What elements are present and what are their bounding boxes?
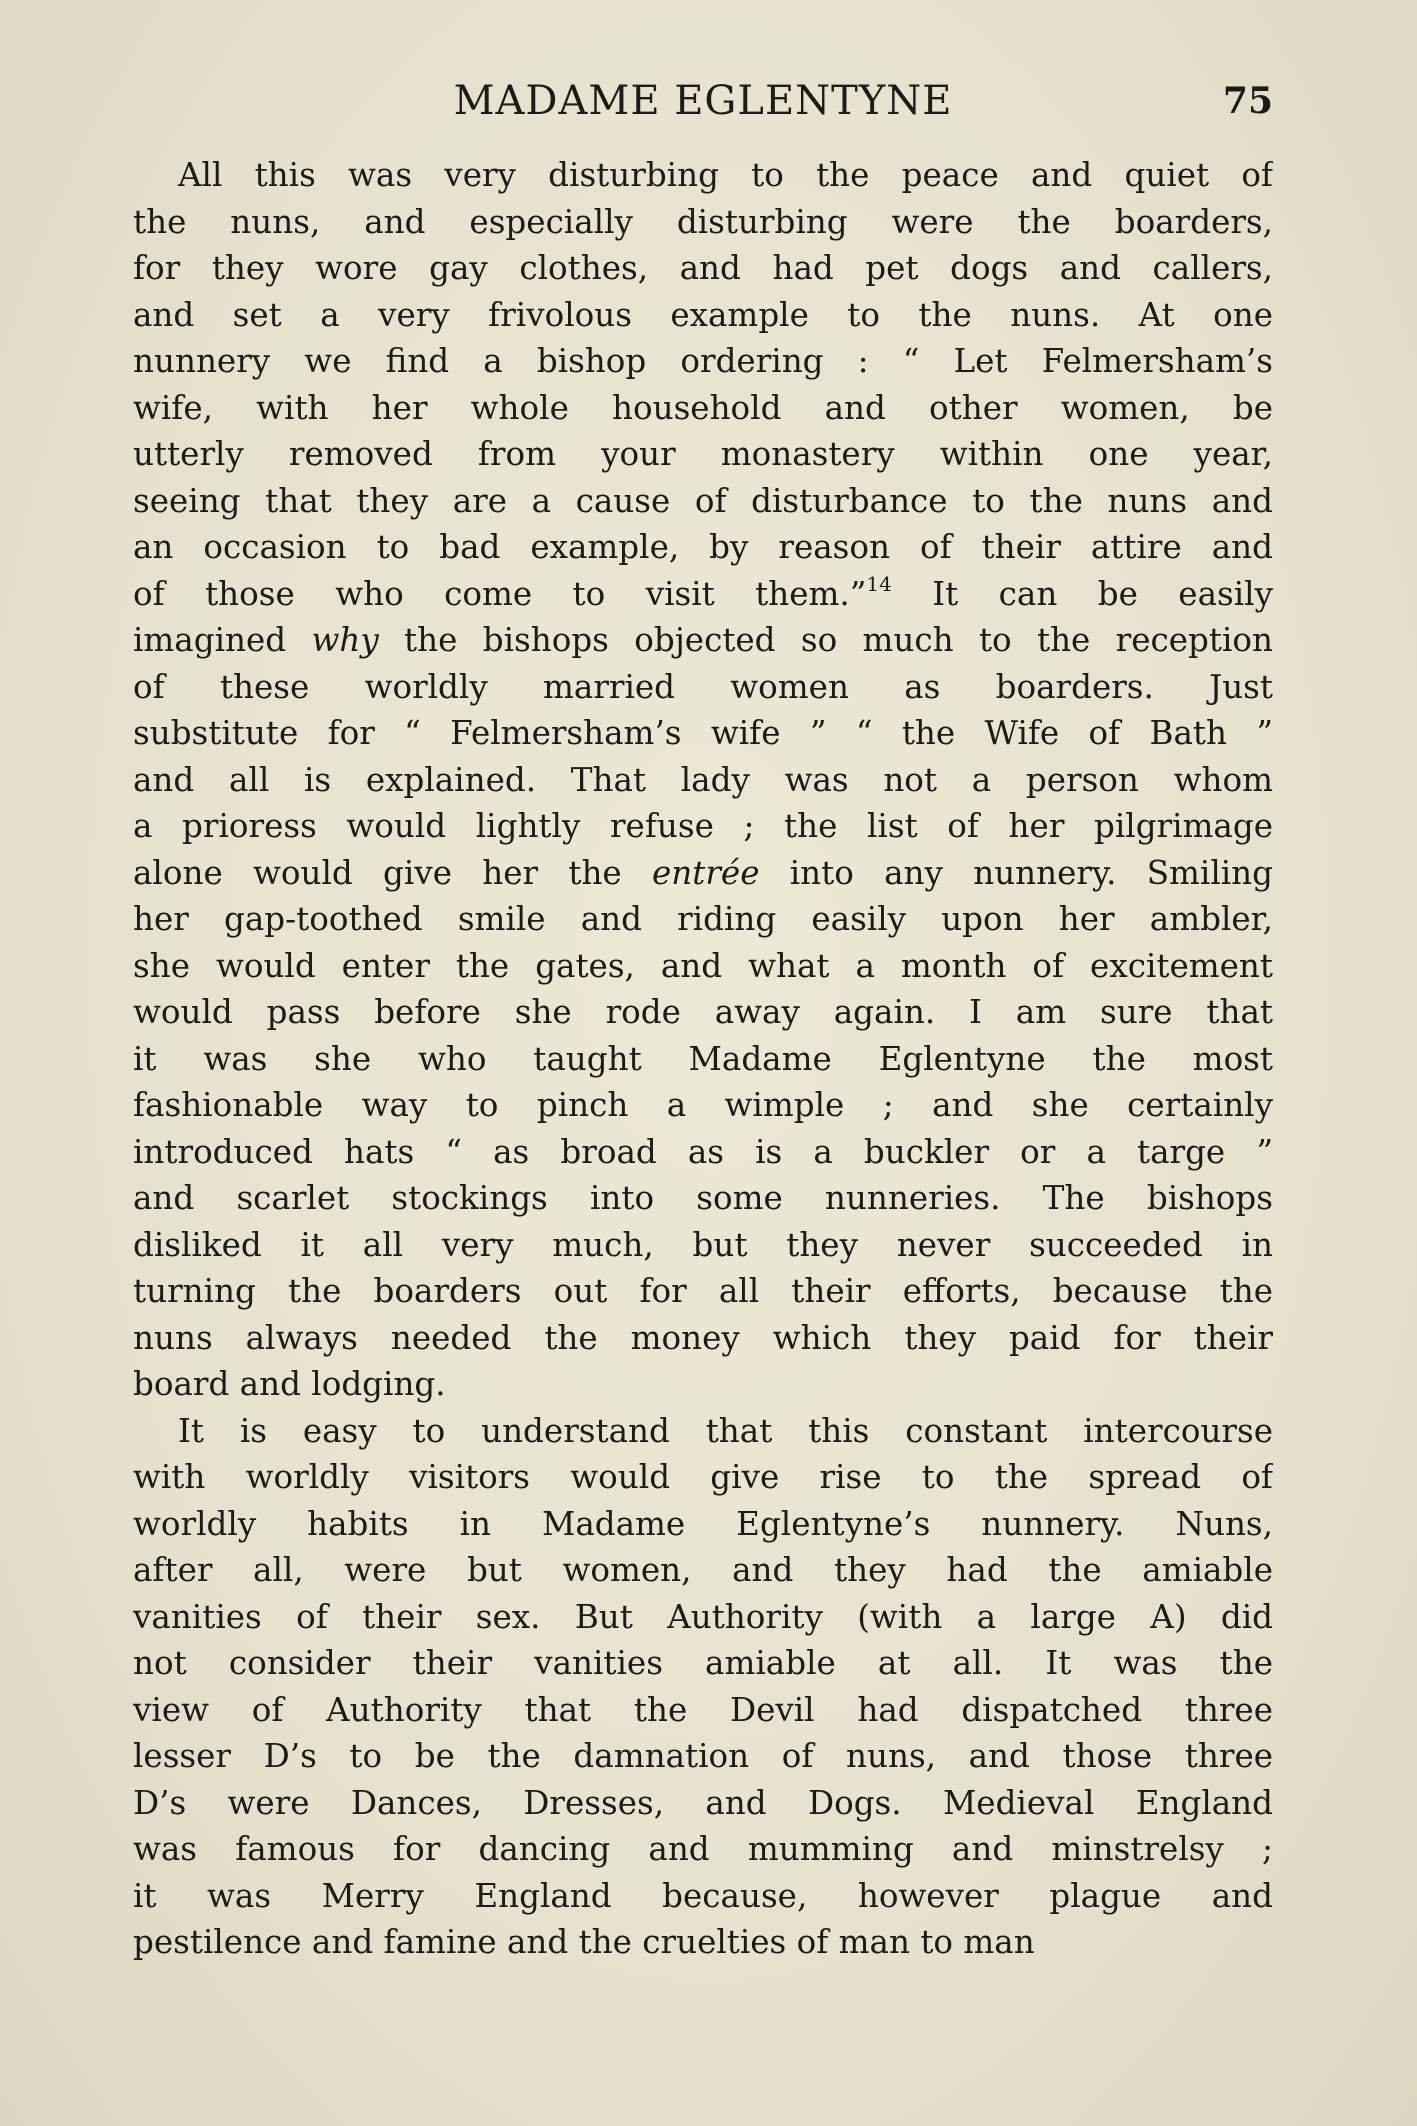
text-line: introduced hats “ as broad as is a buckler or a targe ” (133, 1132, 1273, 1171)
text-line: lesser D’s to be the damnation of nuns, and those three (133, 1737, 1273, 1775)
body-text (133, 152, 1273, 1966)
text-line: worldly habits in Madame Eglentyne’s nunnery. Nuns, (133, 1504, 1273, 1543)
text-line: her gap-toothed smile and riding easily upon her ambler, (133, 900, 1273, 938)
text-line: substitute for “ Felmersham’s wife ” “ the Wife of Bath ” (133, 714, 1273, 752)
text-line: fashionable way to pinch a wimple ; and she certainly (133, 1086, 1273, 1124)
text-line: pestilence and famine and the cruelties of man to man (133, 1923, 1035, 1961)
text-line: turning the boarders out for all their efforts, because the (133, 1272, 1273, 1310)
text-line: seeing that they are a cause of disturbance to the nuns and (133, 481, 1273, 520)
text-line: It is easy to understand that this constant intercourse (178, 1411, 1273, 1450)
text-line: wife, with her whole household and other women, be (133, 388, 1273, 427)
text-line: the nuns, and especially disturbing were the boarders, (133, 202, 1273, 241)
text-line: for they wore gay clothes, and had pet dogs and callers, (133, 249, 1273, 287)
text-line: disliked it all very much, but they never succeeded in (133, 1225, 1273, 1264)
text-line: vanities of their sex. But Authority (with a large A) did (133, 1597, 1273, 1636)
text-line: of these worldly married women as boarders. Just (133, 667, 1273, 706)
paragraph (133, 152, 1273, 1408)
text-line: after all, were but women, and they had the amiable (133, 1551, 1273, 1589)
text-line: board and lodging. (133, 1365, 446, 1403)
italic-text: entrée (651, 853, 760, 892)
text-line: utterly removed from your monastery within one year, (133, 435, 1273, 473)
text-line: it was Merry England because, however plague and (133, 1876, 1273, 1915)
running-title: MADAME EGLENTYNE (453, 78, 953, 124)
text-line: D’s were Dances, Dresses, and Dogs. Medieval England (133, 1783, 1273, 1822)
text-line: imagined why the bishops objected so much to the reception (133, 621, 1273, 659)
italic-text: why (311, 621, 379, 659)
text-line: of those who come to visit them.”$^{14}$ It can be easily (133, 571, 1273, 613)
running-head (133, 78, 1273, 138)
text-line: was famous for dancing and mumming and minstrelsy ; (133, 1830, 1273, 1868)
text-line: she would enter the gates, and what a month of excitement (133, 946, 1273, 985)
text-line: nunnery we find a bishop ordering : “ Let Felmersham’s (133, 342, 1273, 380)
text-line: and all is explained. That lady was not a person whom (133, 760, 1273, 799)
text-line: it was she who taught Madame Eglentyne the most (133, 1039, 1273, 1078)
text-line: with worldly visitors would give rise to the spread of (133, 1458, 1273, 1496)
text-line: alone would give her the entrée into any nunnery. Smiling (133, 853, 1273, 892)
text-line: would pass before she rode away again. I am sure that (133, 993, 1273, 1031)
text-line: and set a very frivolous example to the nuns. At one (133, 295, 1273, 334)
text-line: view of Authority that the Devil had dispatched three (133, 1690, 1273, 1729)
text-line: nuns always needed the money which they paid for their (133, 1318, 1273, 1357)
text-line: a prioress would lightly refuse ; the list of her pilgrimage (133, 807, 1273, 845)
text-line: not consider their vanities amiable at all. It was the (133, 1644, 1273, 1682)
paragraph (133, 1408, 1273, 1966)
footnote-reference: 14 (866, 571, 892, 596)
text-line: All this was very disturbing to the peace and quiet of (178, 156, 1273, 194)
page-number: 75 (1222, 80, 1273, 122)
text-line: an occasion to bad example, by reason of their attire and (133, 528, 1273, 566)
text-line: and scarlet stockings into some nunneries. The bishops (133, 1179, 1273, 1217)
